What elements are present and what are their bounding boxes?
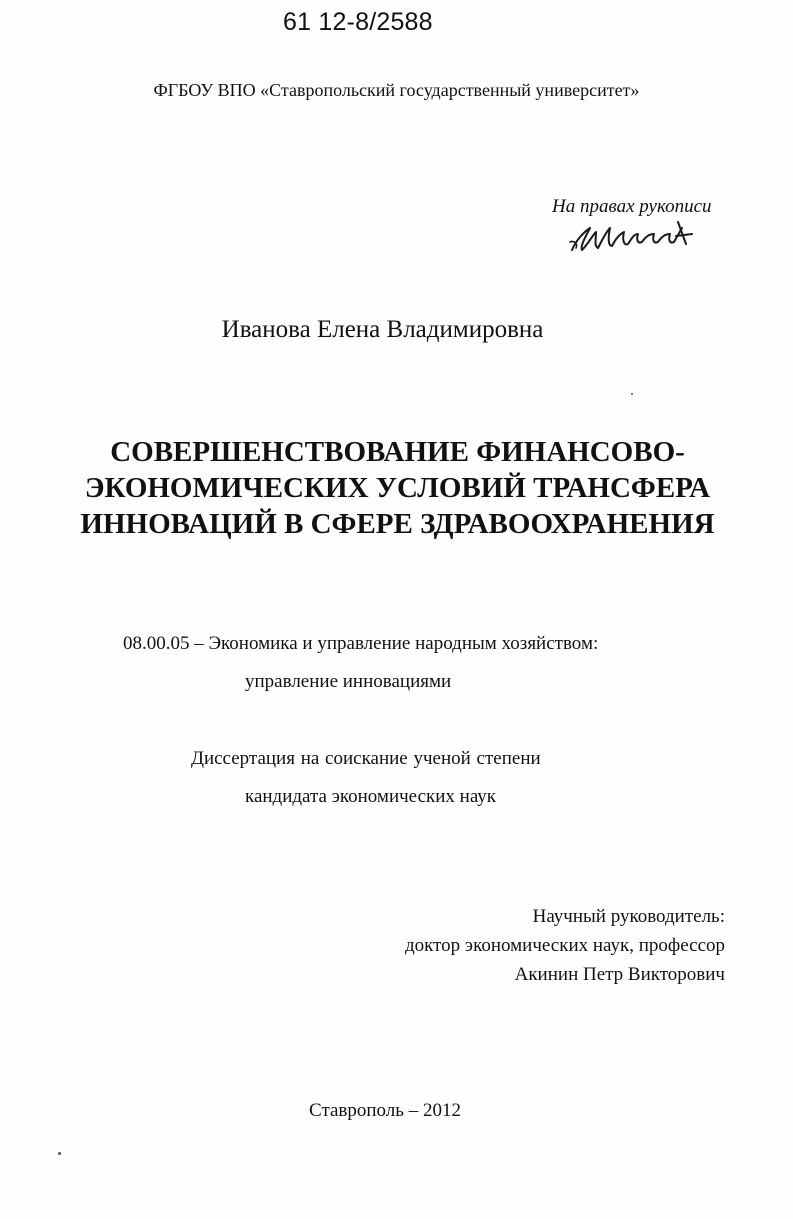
scan-speck: [631, 393, 633, 395]
title-line: ИННОВАЦИЙ В СФЕРЕ ЗДРАВООХРАНЕНИЯ: [80, 508, 715, 540]
supervisor-credentials: доктор экономических наук, профессор: [404, 935, 725, 956]
specialty-name-line: управление инновациями: [245, 671, 452, 692]
author-name: Иванова Елена Владимировна: [221, 316, 544, 343]
supervisor-label: Научный руководитель:: [532, 906, 725, 927]
rights-note: На правах рукописи: [552, 196, 712, 217]
title-line: ЭКОНОМИЧЕСКИХ УСЛОВИЙ ТРАНСФЕРА: [84, 472, 711, 504]
degree-line: Диссертация на соискание ученой степени: [191, 748, 541, 769]
title-line: СОВЕРШЕНСТВОВАНИЕ ФИНАНСОВО-: [110, 436, 685, 468]
specialty-code-line: 08.00.05 – Экономика и управление народным хозяйством:: [123, 633, 599, 654]
document-number: 61 12-8/2588: [283, 8, 433, 36]
degree-field-line: кандидата экономических наук: [245, 786, 497, 807]
dissertation-title: [0, 434, 793, 542]
supervisor-block: [405, 902, 725, 989]
institution-name: ФГБОУ ВПО «Ставропольский государственный университет»: [153, 80, 640, 100]
scan-speck: [58, 1152, 61, 1155]
city-year: Ставрополь – 2012: [309, 1100, 461, 1121]
supervisor-name: Акинин Петр Викторович: [514, 964, 725, 985]
handwritten-signature: [566, 214, 698, 256]
